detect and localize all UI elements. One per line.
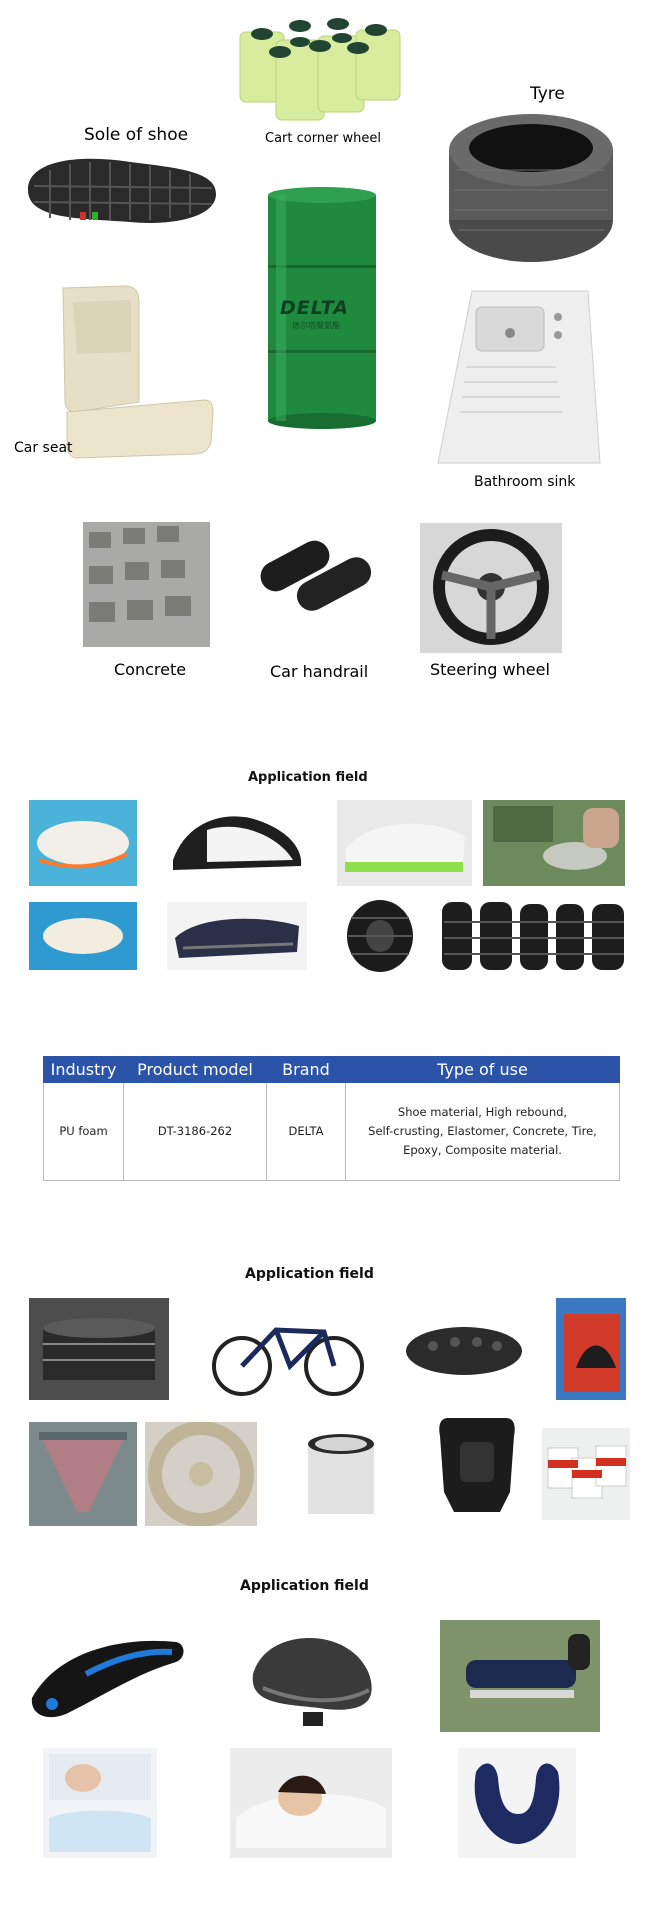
delta-drum-image <box>262 185 382 431</box>
use-line-3: Epoxy, Composite material. <box>403 1143 562 1157</box>
label-car-handrail: Car handrail <box>270 662 369 681</box>
sneaker-photo-2 <box>337 800 472 886</box>
label-cart-wheel: Cart corner wheel <box>265 131 382 146</box>
label-steering-wheel: Steering wheel <box>430 660 550 679</box>
tyre-image <box>446 110 616 270</box>
shoe-sole-photo-1 <box>29 800 137 886</box>
bathroom-sink-image <box>436 287 601 470</box>
shoe-sole-image <box>20 148 220 238</box>
sneaker-photo-1 <box>167 800 307 886</box>
barrier-red-photo <box>556 1298 626 1400</box>
racing-seat-photo <box>430 1412 525 1524</box>
bicycle-photo <box>206 1300 368 1400</box>
cart-wheel-image <box>228 12 408 130</box>
rear-bike-seat-photo <box>440 1620 600 1732</box>
cell-industry: PU foam <box>44 1083 124 1181</box>
tire-photo-row <box>440 898 628 974</box>
tire-photo-1 <box>345 898 415 974</box>
use-line-2: Self-crusting, Elastomer, Concrete, Tire, <box>368 1124 597 1138</box>
pillow-photo-2 <box>230 1748 392 1858</box>
section2-title: Application field <box>245 1266 374 1282</box>
bike-saddle-gray-photo <box>243 1624 383 1734</box>
insole-photo <box>29 902 137 970</box>
label-sole: Sole of shoe <box>84 125 189 145</box>
label-car-seat: Car seat <box>14 440 73 456</box>
cell-model: DT-3186-262 <box>124 1083 267 1181</box>
composite-mold-photo <box>29 1422 137 1526</box>
label-tyre: Tyre <box>530 84 565 104</box>
spec-table <box>43 1056 620 1181</box>
header-type-of-use: Type of use <box>346 1057 620 1083</box>
seat-pad-photo <box>403 1322 525 1380</box>
traffic-barrier-photo <box>542 1428 630 1520</box>
pillow-photo-1 <box>43 1748 157 1858</box>
use-line-1: Shoe material, High rebound, <box>397 1105 568 1119</box>
header-industry: Industry <box>44 1057 124 1083</box>
drum-brand-logo: DELTA <box>280 297 349 319</box>
cell-use <box>346 1083 620 1181</box>
concrete-image <box>83 522 210 647</box>
label-concrete: Concrete <box>114 660 187 679</box>
table-row <box>44 1083 620 1181</box>
section3-title: Application field <box>240 1578 369 1594</box>
car-handrail-image <box>254 535 376 620</box>
drum-sublabel: 德尔塔聚氨酯 <box>292 321 340 330</box>
neck-pillow-photo <box>458 1748 576 1858</box>
header-product-model: Product model <box>124 1057 267 1083</box>
steering-wheel-image <box>420 523 562 653</box>
industrial-roller-photo <box>29 1298 169 1400</box>
bike-saddle-blue-photo <box>26 1614 190 1736</box>
cell-brand: DELTA <box>267 1083 346 1181</box>
outsole-photo <box>167 902 307 970</box>
label-bathroom-sink: Bathroom sink <box>474 474 576 490</box>
header-brand: Brand <box>267 1057 346 1083</box>
pipe-liner-photo <box>300 1430 382 1526</box>
mold-photo <box>483 800 625 886</box>
decorative-frame-photo <box>145 1422 257 1526</box>
car-seat-image <box>55 282 215 472</box>
section1-title: Application field <box>248 770 368 785</box>
